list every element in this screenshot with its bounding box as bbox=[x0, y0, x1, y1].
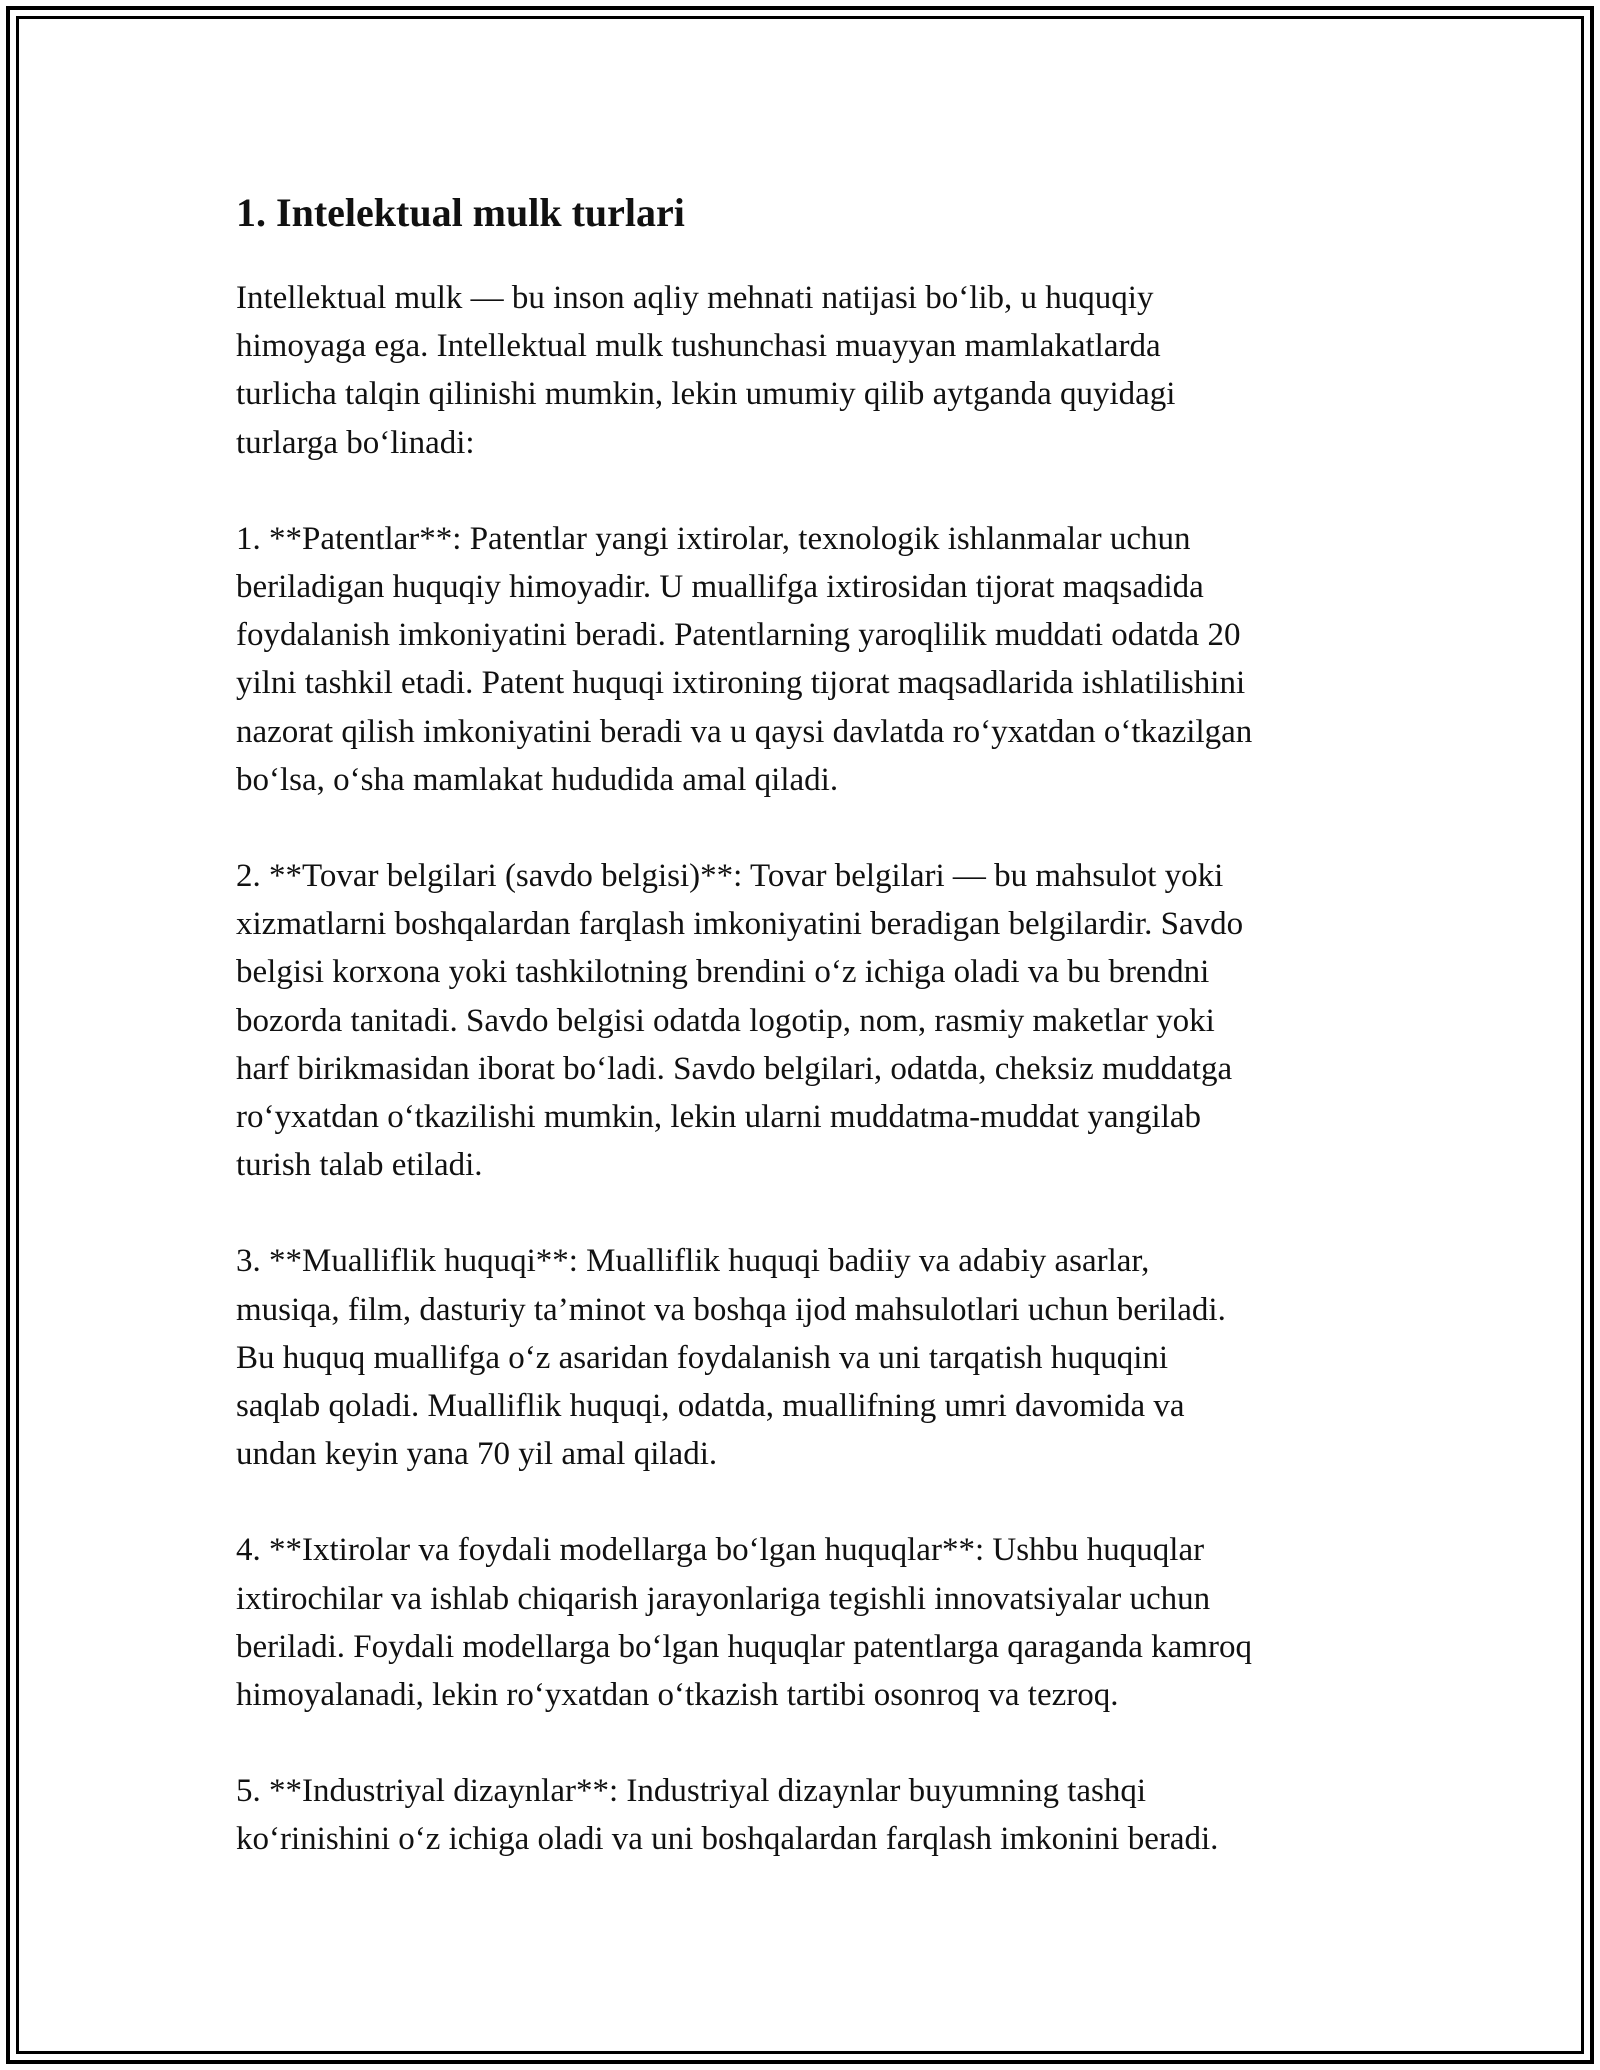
text-line: 5. **Industriyal dizaynlar**: Industriyal dizaynlar buyumning tashqi bbox=[236, 1773, 1147, 1810]
text-line: musiqa, film, dasturiy ta’minot va boshqa ijod mahsulotlari uchun beriladi. bbox=[236, 1291, 1226, 1328]
text-line: ixtirochilar va ishlab chiqarish jarayonlariga tegishli innovatsiyalar uchun bbox=[236, 1580, 1211, 1617]
text-line: beriladi. Foydali modellarga bo‘lgan huquqlar patentlarga qaraganda kamroq bbox=[236, 1628, 1252, 1665]
text-line: himoyaga ega. Intellektual mulk tushunchasi muayyan mamlakatlarda bbox=[236, 328, 1161, 365]
text-line: turlarga bo‘linadi: bbox=[236, 424, 475, 461]
text-line: 4. **Ixtirolar va foydali modellarga bo‘lgan huquqlar**: Ushbu huquqlar bbox=[236, 1532, 1205, 1569]
text-line: turish talab etiladi. bbox=[236, 1147, 483, 1184]
text-line: belgisi korxona yoki tashkilotning brendini o‘z ichiga oladi va bu brendni bbox=[236, 954, 1210, 991]
text-line: harf birikmasidan iborat bo‘ladi. Savdo belgilari, odatda, cheksiz muddatga bbox=[236, 1050, 1233, 1087]
text-line: bozorda tanitadi. Savdo belgisi odatda logotip, nom, rasmiy maketlar yoki bbox=[236, 1002, 1215, 1039]
list-item-copyright bbox=[236, 1237, 1371, 1478]
text-line: 1. **Patentlar**: Patentlar yangi ixtirolar, texnologik ishlanmalar uchun bbox=[236, 520, 1191, 557]
text-line: beriladigan huquqiy himoyadir. U muallifga ixtirosidan tijorat maqsadida bbox=[236, 569, 1204, 606]
text-line: Bu huquq muallifga o‘z asaridan foydalanish va uni tarqatish huquqini bbox=[236, 1339, 1169, 1376]
text-line: undan keyin yana 70 yil amal qiladi. bbox=[236, 1436, 718, 1473]
text-line: 3. **Mualliflik huquqi**: Mualliflik huquqi badiiy va adabiy asarlar, bbox=[236, 1243, 1150, 1280]
intro-paragraph bbox=[236, 274, 1371, 467]
document-body bbox=[236, 188, 1371, 1864]
text-line: yilni tashkil etadi. Patent huquqi ixtironing tijorat maqsadlarida ishlatilishini bbox=[236, 665, 1246, 702]
text-line: xizmatlarni boshqalardan farqlash imkoniyatini beradigan belgilardir. Savdo bbox=[236, 906, 1244, 943]
list-item-patents bbox=[236, 515, 1371, 804]
list-item-industrial-designs bbox=[236, 1767, 1371, 1863]
text-line: Intellektual mulk — bu inson aqliy mehnati natijasi bo‘lib, u huquqiy bbox=[236, 280, 1154, 316]
text-line: ko‘rinishini o‘z ichiga oladi va uni boshqalardan farqlash imkonini beradi. bbox=[236, 1821, 1219, 1858]
text-line: 2. **Tovar belgilari (savdo belgisi)**: Tovar belgilari — bu mahsulot yoki bbox=[236, 858, 1224, 895]
text-line: ro‘yxatdan o‘tkazilishi mumkin, lekin ularni muddatma-muddat yangilab bbox=[236, 1099, 1202, 1136]
list-item-trademarks bbox=[236, 852, 1371, 1189]
text-line: turlicha talqin qilinishi mumkin, lekin umumiy qilib aytganda quyidagi bbox=[236, 376, 1176, 413]
text-line: nazorat qilish imkoniyatini beradi va u qaysi davlatda ro‘yxatdan o‘tkazilgan bbox=[236, 713, 1253, 750]
text-line: saqlab qoladi. Mualliflik huquqi, odatda, muallifning umri davomida va bbox=[236, 1388, 1185, 1425]
text-line: foydalanish imkoniyatini beradi. Patentlarning yaroqlilik muddati odatda 20 bbox=[236, 617, 1241, 654]
text-line: bo‘lsa, o‘sha mamlakat hududida amal qiladi. bbox=[236, 761, 839, 798]
text-line: himoyalanadi, lekin ro‘yxatdan o‘tkazish tartibi osonroq va tezroq. bbox=[236, 1677, 1119, 1714]
section-heading: 1. Intelektual mulk turlari bbox=[236, 190, 685, 235]
list-item-utility-models bbox=[236, 1526, 1371, 1719]
